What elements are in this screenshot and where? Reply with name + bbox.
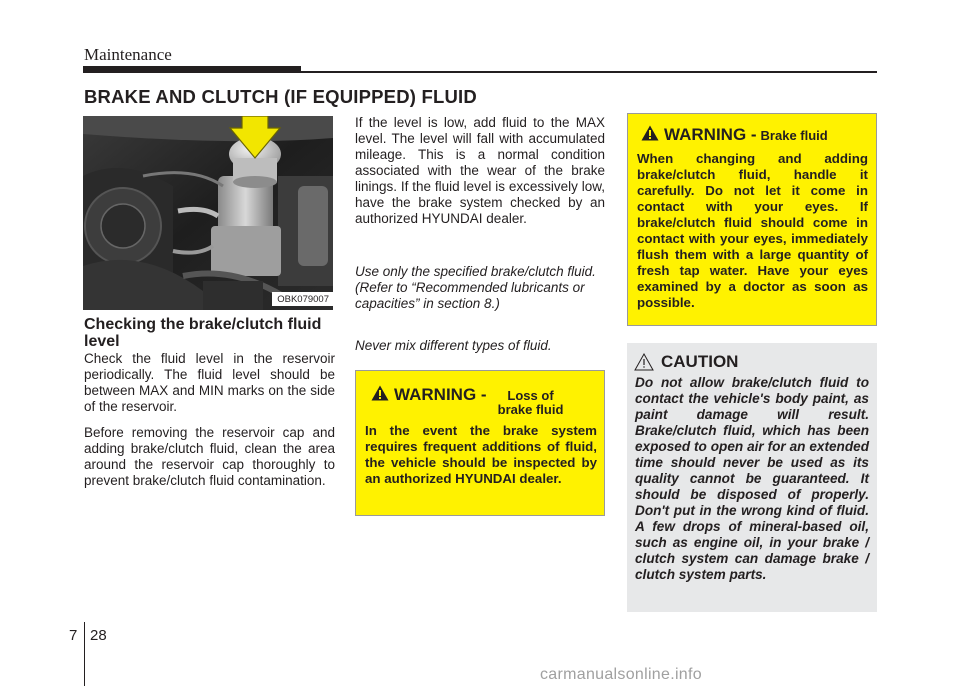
watermark: carmanualsonline.info bbox=[540, 666, 702, 683]
engine-bay-photo bbox=[83, 116, 333, 310]
warning-subject: Loss of brake fluid bbox=[497, 388, 564, 417]
warning-text: When changing and adding brake/clutch fluid, handle it carefully. Do not let it come in contact with your eyes. If brake/clutch fluid should come in contact with your eyes, immediately flush them with a large quantity of fresh tap water. Have your eyes examined by a doctor as soon as possible. bbox=[637, 151, 868, 310]
caution-label: CAUTION bbox=[661, 352, 739, 371]
page-number: 28 bbox=[90, 627, 107, 644]
note-specified-fluid: Use only the specified brake/clutch fluid. (Refer to “Recommended lubricants or capacities” in section 8.) bbox=[355, 264, 596, 311]
warning-subject: Brake fluid bbox=[760, 128, 828, 143]
paragraph-before-removing: Before removing the reservoir cap and adding brake/clutch fluid, clean the area around the reservoir cap thoroughly to prevent brake/clutch fluid contamination. bbox=[84, 425, 335, 488]
chapter-number: 7 bbox=[69, 627, 78, 644]
figure-code: OBK079007 bbox=[272, 292, 333, 306]
caution-triangle-icon bbox=[634, 353, 654, 371]
subheading-checking-level: Checking the brake/clutch fluid level bbox=[84, 316, 322, 350]
page-title: BRAKE AND CLUTCH (IF EQUIPPED) FLUID bbox=[84, 86, 477, 107]
engine-illustration bbox=[83, 116, 333, 310]
warning-label: WARNING - bbox=[394, 385, 487, 404]
warning-triangle-icon bbox=[371, 385, 389, 401]
footer-divider bbox=[84, 622, 85, 686]
warning-triangle-icon bbox=[641, 125, 659, 141]
caution-box bbox=[627, 343, 877, 612]
section-header: Maintenance bbox=[84, 45, 172, 64]
header-rule-thin bbox=[301, 71, 877, 73]
warning-loss-of-brake-fluid bbox=[355, 370, 605, 516]
paragraph-low-level: If the level is low, add fluid to the MAX level. The level will fall with accumulated mileage. This is a normal condition associated with the wear of the brake linings. If the fluid level is excessively low, have the brake system checked by an authorized HYUNDAI dealer. bbox=[355, 115, 605, 226]
header-rule-thick bbox=[83, 66, 301, 73]
warning-brake-fluid bbox=[627, 113, 877, 326]
warning-text: In the event the brake system requires frequent additions of fluid, the vehicle should be inspected by an authorized HYUNDAI dealer. bbox=[365, 423, 597, 486]
paragraph-check-level: Check the fluid level in the reservoir periodically. The fluid level should be between MAX and MIN marks on the side of the reservoir. bbox=[84, 351, 335, 414]
caution-text: Do not allow brake/clutch fluid to contact the vehicle's body paint, as paint damage will result. Brake/clutch fluid, which has been exposed to open air for an extended time should never be used as its quality cannot be guaranteed. It should be disposed of properly. Don't put in the wrong kind of fluid. A few drops of mineral-based oil, such as engine oil, in your brake / clutch system can damage brake / clutch system parts. bbox=[635, 375, 869, 582]
warning-label: WARNING - bbox=[664, 125, 757, 144]
note-never-mix: Never mix different types of fluid. bbox=[355, 338, 552, 353]
